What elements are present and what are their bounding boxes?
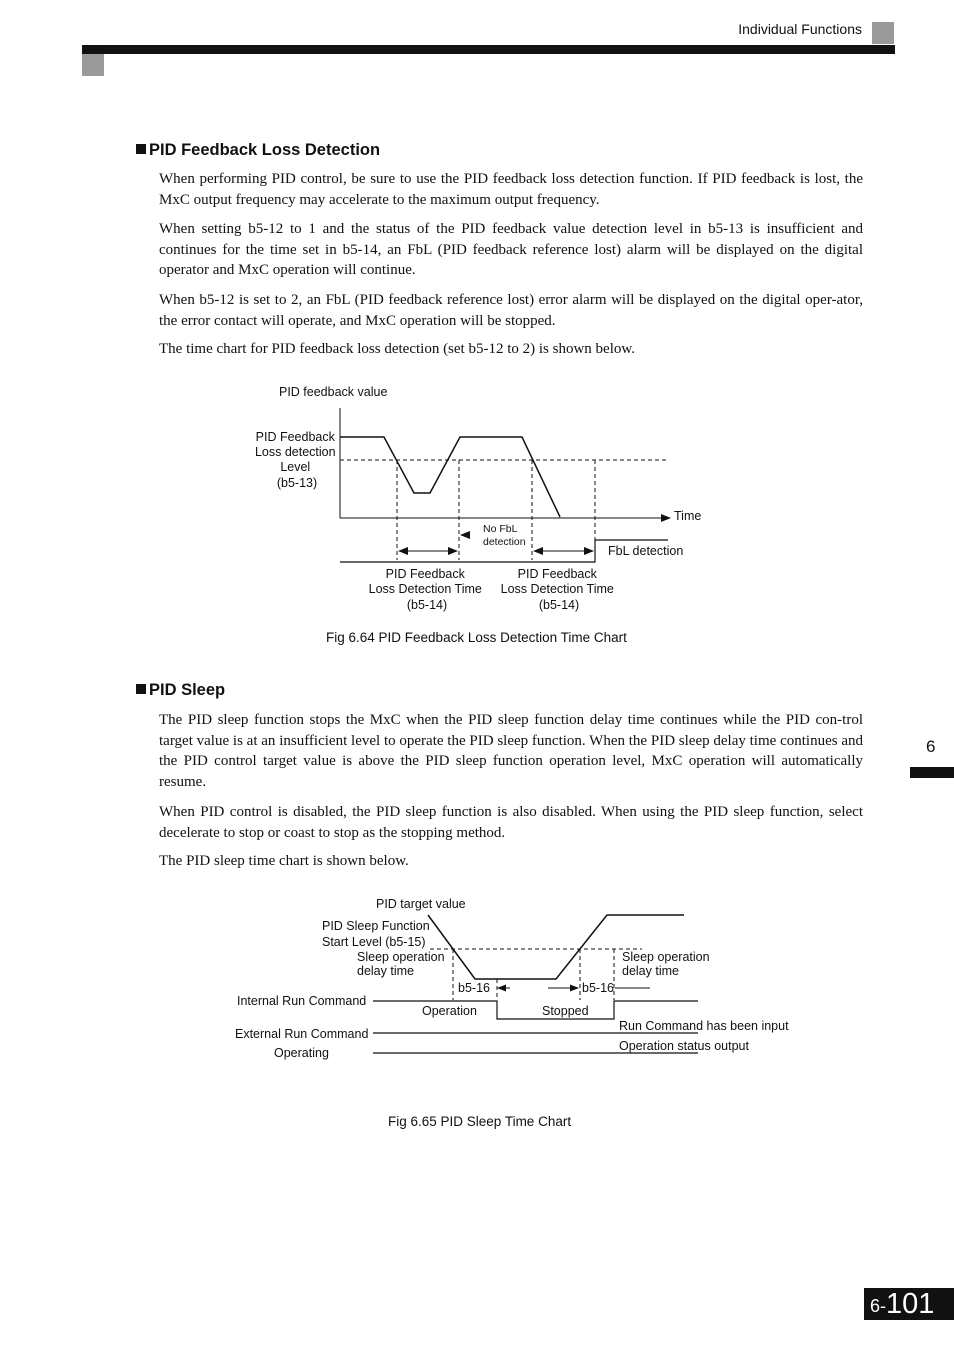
b5-16-label-left: b5-16 — [458, 981, 490, 995]
running-header-title: Individual Functions — [738, 21, 862, 37]
page-number — [864, 1288, 954, 1320]
paragraph: The PID sleep function stops the MxC when the PID sleep function delay time continues while the PID con-trol target value is at an insufficient level to operate the PID sleep function. When the PID sleep delay time continues and the PID control target value is above the PID sleep function operation level, MxC operation will automatically resume. — [159, 712, 863, 790]
section-heading-feedback-loss — [136, 141, 380, 160]
section-heading-text: PID Sleep — [149, 681, 226, 699]
no-fbl-label: No FbL detection — [483, 523, 526, 548]
heading-square-icon — [136, 684, 146, 694]
sleep-delay-label-right: Sleep operation delay time — [622, 950, 710, 978]
b5-16-label-right: b5-16 — [582, 981, 614, 995]
figure-caption: Fig 6.65 PID Sleep Time Chart — [388, 1114, 572, 1129]
paragraph: When PID control is disabled, the PID sleep function is also disabled. When using the PID sleep function, select decelerate to stop or coast to stop as the stopping method. — [159, 804, 863, 841]
header-rule — [82, 45, 895, 54]
feedback-loss-time-chart — [0, 370, 954, 660]
fbl-detection-label: FbL detection — [608, 544, 684, 558]
sleep-delay-label-left: Sleep operation delay time — [357, 950, 445, 978]
chapter-tab-number: 6 — [926, 737, 936, 756]
paragraph: The PID sleep time chart is shown below. — [159, 853, 409, 869]
external-run-label: External Run Command — [235, 1027, 369, 1041]
target-value-label: PID target value — [376, 897, 466, 911]
section-heading-pid-sleep — [136, 681, 225, 700]
y-axis-label: PID feedback value — [279, 385, 388, 399]
paragraph: When setting b5-12 to 1 and the status of the PID feedback value detection level in b5-13 is insufficient and continues for the time set in b5-14, an FbL (PID feedback reference lost) alarm will be displayed on the digital operator and MxC operation will continue. — [159, 221, 863, 278]
page-number-value: 101 — [886, 1288, 935, 1320]
paragraph: When performing PID control, be sure to use the PID feedback loss detection function. If PID feedback is lost, the MxC output frequency may accelerate to the maximum output frequency. — [159, 171, 863, 208]
run-command-input-label: Run Command has been input — [619, 1019, 789, 1033]
detection-time-label-2: PID Feedback Loss Detection Time (b5-14) — [500, 567, 614, 612]
pid-sleep-time-chart — [0, 888, 954, 1138]
internal-run-label: Internal Run Command — [237, 994, 367, 1008]
section-heading-text: PID Feedback Loss Detection — [149, 141, 381, 159]
start-level-label: PID Sleep Function Start Level (b5-15) — [322, 919, 430, 949]
header-left-box — [82, 54, 104, 76]
stopped-label: Stopped — [542, 1004, 589, 1018]
operating-label: Operating — [274, 1046, 329, 1060]
figure-caption: Fig 6.64 PID Feedback Loss Detection Time Chart — [326, 630, 627, 645]
paragraph: When b5-12 is set to 2, an FbL (PID feedback reference lost) error alarm will be displayed on the digital oper-ator, the error contact will operate, and MxC operation will be stopped. — [159, 292, 863, 329]
header-gray-box — [872, 22, 894, 44]
x-axis-label: Time — [674, 509, 702, 523]
detection-level-label: PID Feedback Loss detection Level (b5-13) — [254, 430, 336, 490]
heading-square-icon — [136, 144, 146, 154]
operation-status-label: Operation status output — [619, 1039, 749, 1053]
detection-time-label-1: PID Feedback Loss Detection Time (b5-14) — [368, 567, 482, 612]
paragraph: The time chart for PID feedback loss detection (set b5-12 to 2) is shown below. — [159, 341, 635, 357]
page-number-prefix: 6- — [870, 1296, 887, 1316]
feedback-waveform — [340, 437, 560, 517]
operation-label: Operation — [422, 1004, 477, 1018]
chapter-tab-bar — [910, 767, 954, 778]
